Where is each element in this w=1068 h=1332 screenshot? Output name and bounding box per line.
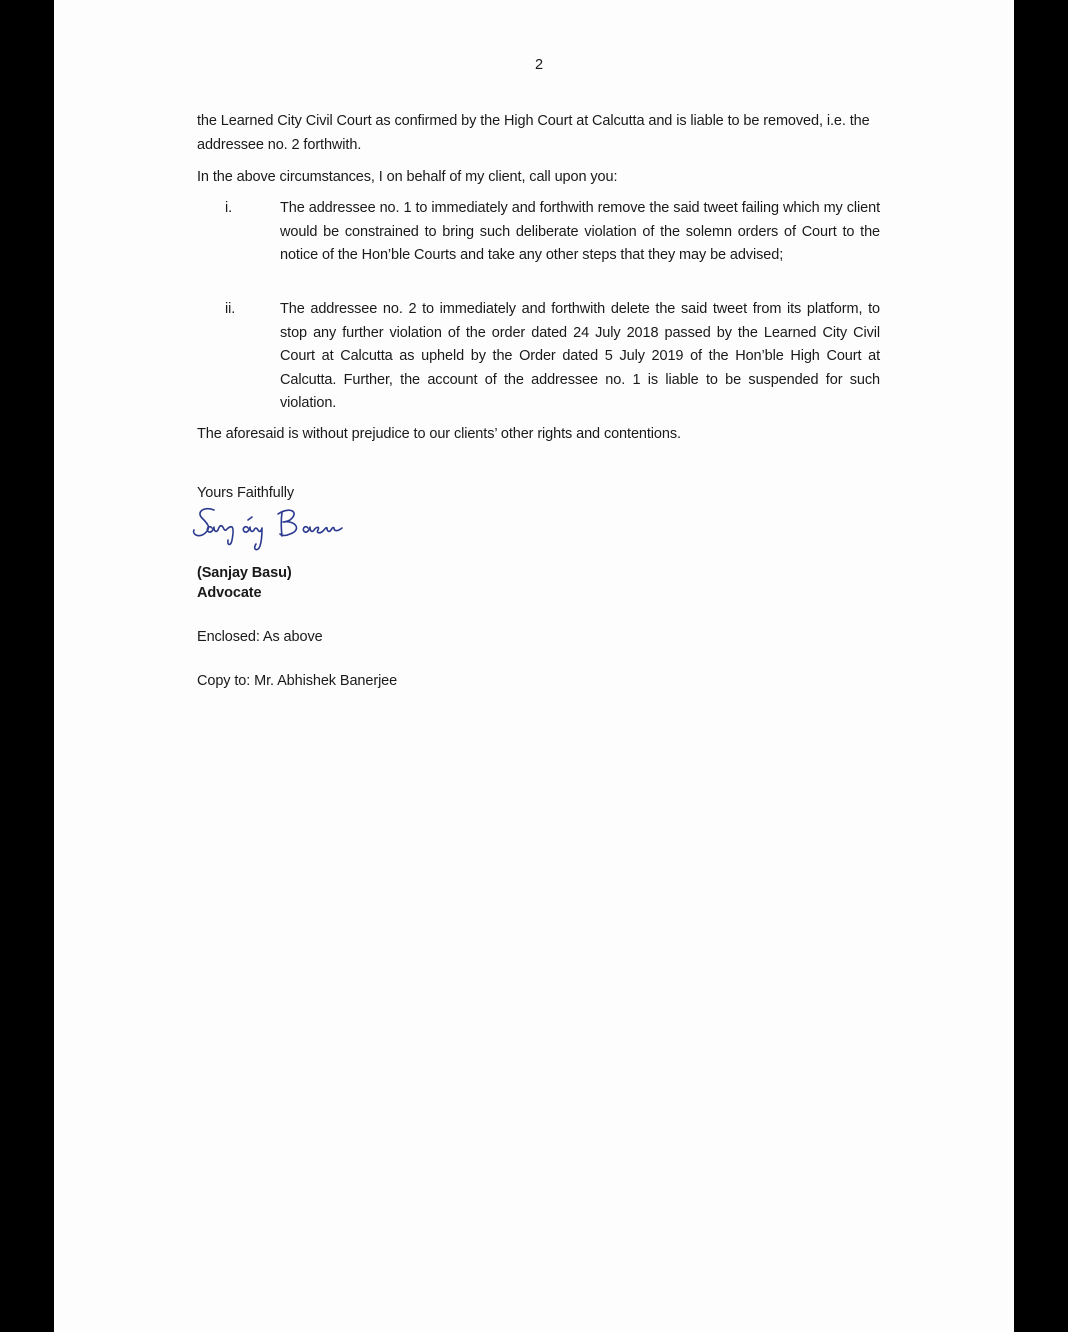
demand-text-1: The addressee no. 1 to immediately and forthwith remove the said tweet failing which my client would be constrained to bring such deliberate violation of the solemn orders of Court to the notice of the Hon’ble Courts and take any other steps that they may be advised; [280,200,880,263]
page-number: 2 [535,57,543,73]
demand-text-2: The addressee no. 2 to immediately and forthwith delete the said tweet from its platform, to stop any further violation of the order dated 24 July 2018 passed by the Learned City Civil Court at Calcutta as upheld by the Order dated 5 July 2019 of the Hon’ble High Court at Calcutta. Further, the account of the addressee no. 1 is liable to be suspended for such violation. [280,301,880,411]
copy-to-line: Copy to: Mr. Abhishek Banerjee [197,673,398,689]
intro-paragraph: the Learned City Civil Court as confirmed by the High Court at Calcutta and is liable to be removed, i.e. the addressee no. 2 forthwith. [197,113,870,153]
reservation-paragraph: The aforesaid is without prejudice to our clients’ other rights and contentions. [197,426,681,442]
demand-number-2: ii. [225,301,236,317]
signatory-name: (Sanjay Basu) [197,565,292,581]
signature-image [190,500,350,554]
signature-text: Sanjay Basu [190,500,196,501]
enclosure-line: Enclosed: As above [197,629,323,645]
call-upon-paragraph: In the above circumstances, I on behalf of my client, call upon you: [197,169,618,185]
signatory-title: Advocate [197,585,262,601]
closing-salutation: Yours Faithfully [197,485,294,501]
document-page [54,0,1014,1332]
demand-number-1: i. [225,200,233,216]
